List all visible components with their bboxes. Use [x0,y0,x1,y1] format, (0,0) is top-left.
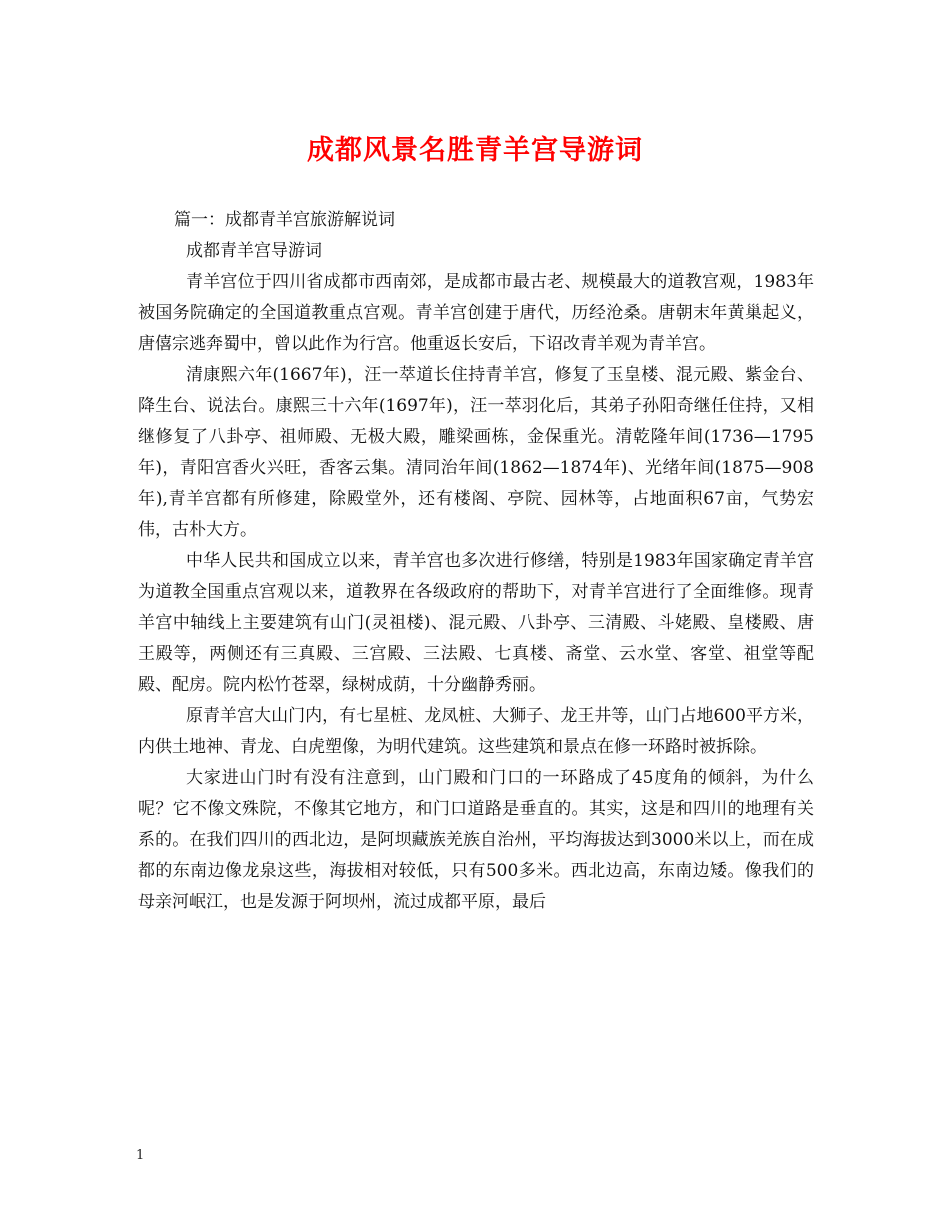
paragraph-1: 青羊宫位于四川省成都市西南郊，是成都市最古老、规模最大的道教宫观，1983年被国务院确定的全国道教重点宫观。青羊宫创建于唐代，历经沧桑。唐朝末年黄巢起义，唐僖宗逃奔蜀中，曾以此作为行宫。他重返长安后，下诏改青羊观为青羊宫。 [138,272,814,354]
subheading: 成都青羊宫导游词 [186,241,322,261]
page-number: 1 [136,1148,145,1163]
page-title: 成都风景名胜青羊宫导游词 [307,135,643,166]
document-body [138,205,814,918]
paragraph-5: 大家进山门时有没有注意到，山门殿和门口的一环路成了45度角的倾斜，为什么呢？它不像文殊院，不像其它地方，和门口道路是垂直的。其实，这是和四川的地理有关系的。在我们四川的西北边，是阿坝藏族羌族自治州，平均海拔达到3000米以上，而在成都的东南边像龙泉这些，海拔相对较低，只有500多米。西北边高，东南边矮。像我们的母亲河岷江，也是发源于阿坝州，流过成都平原，最后 [138,768,814,912]
section-heading: 篇一：成都青羊宫旅游解说词 [174,210,395,230]
paragraph-4: 原青羊宫大山门内，有七星桩、龙凤桩、大狮子、龙王井等，山门占地600平方米，内供土地神、青龙、白虎塑像，为明代建筑。这些建筑和景点在修一环路时被拆除。 [138,706,814,757]
paragraph-3: 中华人民共和国成立以来，青羊宫也多次进行修缮，特别是1983年国家确定青羊宫为道教全国重点宫观以来，道教界在各级政府的帮助下，对青羊宫进行了全面维修。现青羊宫中轴线上主要建筑有山门(灵祖楼)、混元殿、八卦亭、三清殿、斗姥殿、皇楼殿、唐王殿等，两侧还有三真殿、三宫殿、三法殿、七真楼、斋堂、云水堂、客堂、祖堂等配殿、配房。院内松竹苍翠，绿树成荫，十分幽静秀丽。 [138,551,814,695]
paragraph-2: 清康熙六年(1667年)，汪一萃道长住持青羊宫，修复了玉皇楼、混元殿、紫金台、降生台、说法台。康熙三十六年(1697年)，汪一萃羽化后，其弟子孙阳奇继任住持，又相继修复了八卦亭、祖师殿、无极大殿，雕梁画栋，金保重光。清乾隆年间(1736—1795年)，青阳宫香火兴旺，香客云集。清同治年间(1862—1874年)、光绪年间(1875—908年),青羊宫都有所修建，除殿堂外，还有楼阁、亭院、园林等，占地面积67亩，气势宏伟，古朴大方。 [138,365,814,540]
